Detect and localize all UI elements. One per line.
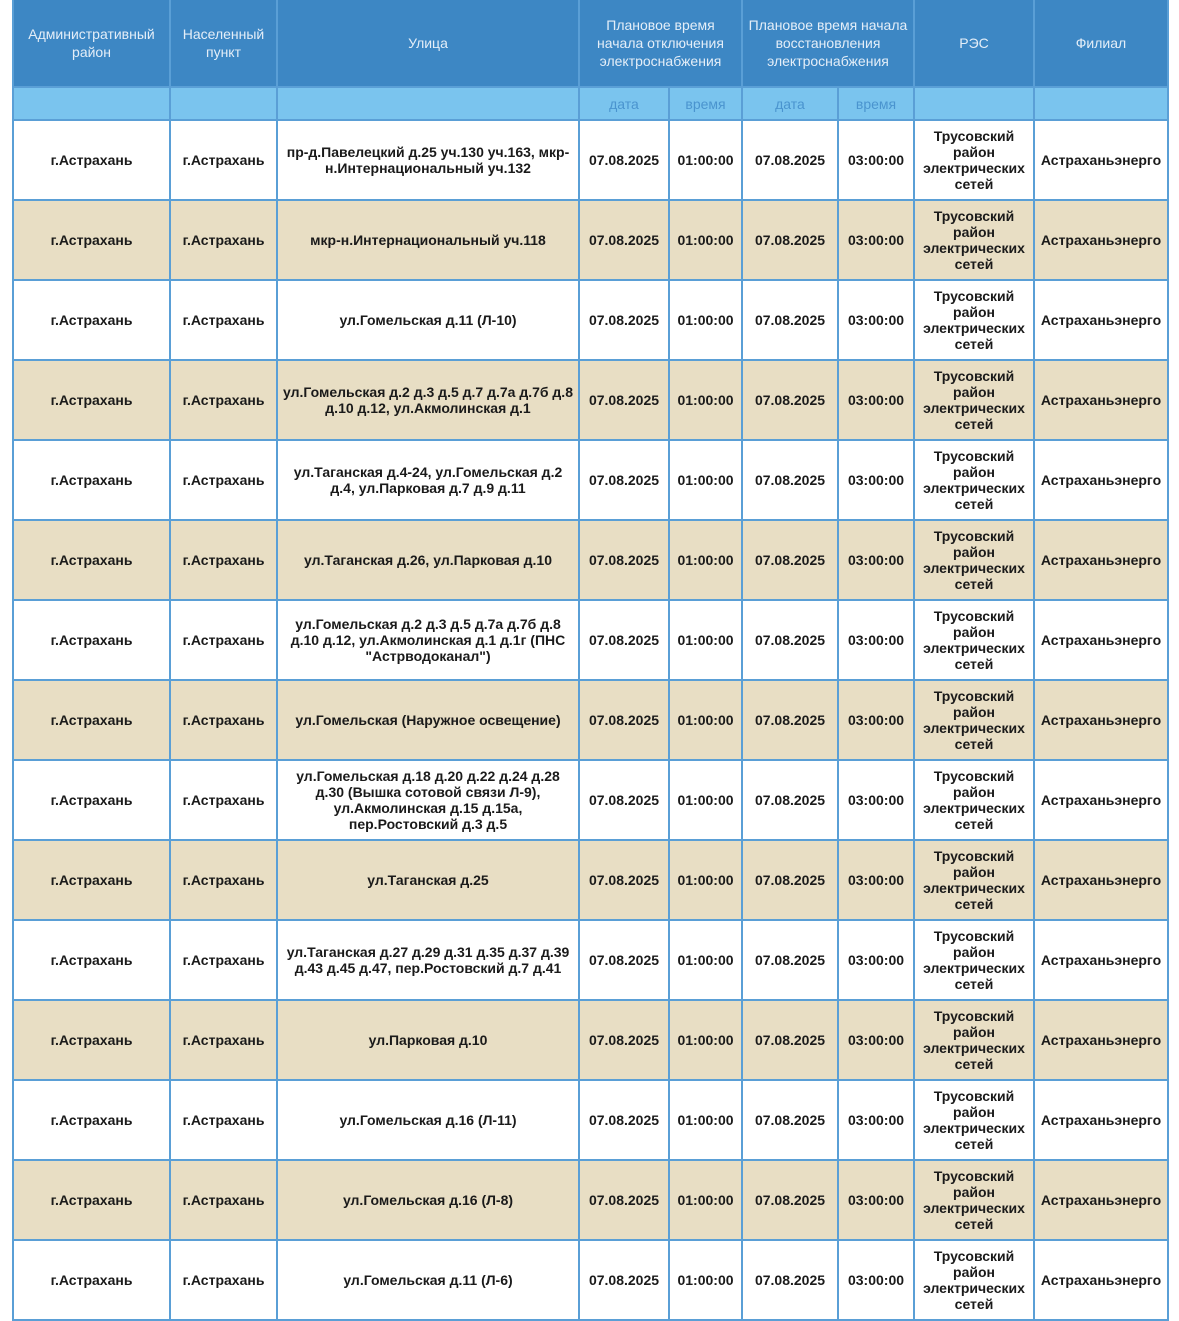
cell-district: г.Астрахань	[13, 280, 170, 360]
table-row	[13, 1000, 1168, 1080]
outage-table	[12, 0, 1169, 1321]
cell-off-time: 01:00:00	[669, 280, 742, 360]
cell-res: Трусовский район электрических сетей	[914, 920, 1034, 1000]
cell-on-date: 07.08.2025	[742, 440, 838, 520]
cell-locality: г.Астрахань	[170, 1080, 277, 1160]
cell-branch: Астраханьэнерго	[1034, 840, 1168, 920]
cell-res: Трусовский район электрических сетей	[914, 1080, 1034, 1160]
cell-res: Трусовский район электрических сетей	[914, 1160, 1034, 1240]
cell-res: Трусовский район электрических сетей	[914, 280, 1034, 360]
cell-off-date: 07.08.2025	[579, 520, 669, 600]
cell-off-date: 07.08.2025	[579, 920, 669, 1000]
cell-street: ул.Гомельская д.16 (Л-8)	[277, 1160, 579, 1240]
cell-branch: Астраханьэнерго	[1034, 600, 1168, 680]
cell-off-date: 07.08.2025	[579, 760, 669, 840]
cell-off-time: 01:00:00	[669, 440, 742, 520]
cell-district: г.Астрахань	[13, 440, 170, 520]
cell-branch: Астраханьэнерго	[1034, 760, 1168, 840]
subheader-on-date: дата	[742, 87, 838, 120]
cell-branch: Астраханьэнерго	[1034, 920, 1168, 1000]
cell-on-time: 03:00:00	[838, 440, 914, 520]
cell-street: ул.Гомельская д.2 д.3 д.5 д.7 д.7а д.7б д.8 д.10 д.12, ул.Акмолинская д.1	[277, 360, 579, 440]
table-row	[13, 840, 1168, 920]
cell-off-time: 01:00:00	[669, 200, 742, 280]
table-row	[13, 200, 1168, 280]
cell-branch: Астраханьэнерго	[1034, 280, 1168, 360]
cell-district: г.Астрахань	[13, 360, 170, 440]
cell-on-date: 07.08.2025	[742, 280, 838, 360]
cell-off-time: 01:00:00	[669, 600, 742, 680]
cell-locality: г.Астрахань	[170, 120, 277, 200]
cell-locality: г.Астрахань	[170, 840, 277, 920]
cell-res: Трусовский район электрических сетей	[914, 360, 1034, 440]
header-locality: Населенный пункт	[170, 0, 277, 87]
cell-off-date: 07.08.2025	[579, 1160, 669, 1240]
subheader-empty	[1034, 87, 1168, 120]
table-row	[13, 1160, 1168, 1240]
cell-off-date: 07.08.2025	[579, 1240, 669, 1320]
cell-on-date: 07.08.2025	[742, 1000, 838, 1080]
cell-off-time: 01:00:00	[669, 840, 742, 920]
cell-street: мкр-н.Интернациональный уч.118	[277, 200, 579, 280]
cell-off-time: 01:00:00	[669, 1000, 742, 1080]
subheader-empty	[170, 87, 277, 120]
cell-res: Трусовский район электрических сетей	[914, 200, 1034, 280]
cell-off-date: 07.08.2025	[579, 600, 669, 680]
cell-branch: Астраханьэнерго	[1034, 1240, 1168, 1320]
cell-street: ул.Таганская д.25	[277, 840, 579, 920]
cell-district: г.Астрахань	[13, 1160, 170, 1240]
cell-street: пр-д.Павелецкий д.25 уч.130 уч.163, мкр-н.Интернациональный уч.132	[277, 120, 579, 200]
header-off-time: Плановое время начала отключения электроснабжения	[579, 0, 742, 87]
cell-on-date: 07.08.2025	[742, 600, 838, 680]
header-street: Улица	[277, 0, 579, 87]
cell-on-date: 07.08.2025	[742, 200, 838, 280]
cell-res: Трусовский район электрических сетей	[914, 1240, 1034, 1320]
cell-on-date: 07.08.2025	[742, 1080, 838, 1160]
cell-on-time: 03:00:00	[838, 840, 914, 920]
subheader-off-date: дата	[579, 87, 669, 120]
cell-res: Трусовский район электрических сетей	[914, 680, 1034, 760]
cell-on-date: 07.08.2025	[742, 1160, 838, 1240]
cell-locality: г.Астрахань	[170, 520, 277, 600]
cell-branch: Астраханьэнерго	[1034, 440, 1168, 520]
cell-district: г.Астрахань	[13, 760, 170, 840]
cell-on-time: 03:00:00	[838, 200, 914, 280]
cell-locality: г.Астрахань	[170, 1240, 277, 1320]
cell-on-date: 07.08.2025	[742, 120, 838, 200]
cell-off-date: 07.08.2025	[579, 840, 669, 920]
cell-on-date: 07.08.2025	[742, 680, 838, 760]
cell-branch: Астраханьэнерго	[1034, 360, 1168, 440]
table-row	[13, 920, 1168, 1000]
cell-off-date: 07.08.2025	[579, 1000, 669, 1080]
cell-on-time: 03:00:00	[838, 760, 914, 840]
subheader-off-time: время	[669, 87, 742, 120]
table-row	[13, 440, 1168, 520]
subheader-empty	[13, 87, 170, 120]
cell-locality: г.Астрахань	[170, 1000, 277, 1080]
header-branch: Филиал	[1034, 0, 1168, 87]
cell-off-time: 01:00:00	[669, 1160, 742, 1240]
cell-branch: Астраханьэнерго	[1034, 520, 1168, 600]
cell-street: ул.Таганская д.26, ул.Парковая д.10	[277, 520, 579, 600]
cell-locality: г.Астрахань	[170, 200, 277, 280]
cell-branch: Астраханьэнерго	[1034, 1080, 1168, 1160]
cell-street: ул.Гомельская д.11 (Л-10)	[277, 280, 579, 360]
table-row	[13, 1080, 1168, 1160]
cell-district: г.Астрахань	[13, 120, 170, 200]
cell-off-date: 07.08.2025	[579, 200, 669, 280]
cell-on-time: 03:00:00	[838, 1240, 914, 1320]
cell-on-time: 03:00:00	[838, 680, 914, 760]
cell-locality: г.Астрахань	[170, 760, 277, 840]
cell-on-date: 07.08.2025	[742, 760, 838, 840]
cell-locality: г.Астрахань	[170, 920, 277, 1000]
cell-off-date: 07.08.2025	[579, 280, 669, 360]
cell-branch: Астраханьэнерго	[1034, 200, 1168, 280]
cell-street: ул.Гомельская (Наружное освещение)	[277, 680, 579, 760]
cell-res: Трусовский район электрических сетей	[914, 840, 1034, 920]
cell-district: г.Астрахань	[13, 600, 170, 680]
table-row	[13, 760, 1168, 840]
cell-on-time: 03:00:00	[838, 280, 914, 360]
cell-on-time: 03:00:00	[838, 120, 914, 200]
table-row	[13, 600, 1168, 680]
cell-off-time: 01:00:00	[669, 1240, 742, 1320]
header-restore-time: Плановое время начала восстановления электроснабжения	[742, 0, 914, 87]
cell-on-time: 03:00:00	[838, 360, 914, 440]
cell-on-time: 03:00:00	[838, 920, 914, 1000]
cell-off-date: 07.08.2025	[579, 440, 669, 520]
cell-street: ул.Гомельская д.18 д.20 д.22 д.24 д.28 д.30 (Вышка сотовой связи Л-9), ул.Акмолинская д.15 д.15а, пер.Ростовский д.3 д.5	[277, 760, 579, 840]
table-row	[13, 680, 1168, 760]
table-row	[13, 360, 1168, 440]
cell-street: ул.Таганская д.4-24, ул.Гомельская д.2 д.4, ул.Парковая д.7 д.9 д.11	[277, 440, 579, 520]
header-res: РЭС	[914, 0, 1034, 87]
header-district: Административный район	[13, 0, 170, 87]
cell-district: г.Астрахань	[13, 1000, 170, 1080]
cell-branch: Астраханьэнерго	[1034, 120, 1168, 200]
cell-branch: Астраханьэнерго	[1034, 1160, 1168, 1240]
cell-district: г.Астрахань	[13, 520, 170, 600]
cell-street: ул.Таганская д.27 д.29 д.31 д.35 д.37 д.39 д.43 д.45 д.47, пер.Ростовский д.7 д.41	[277, 920, 579, 1000]
cell-on-date: 07.08.2025	[742, 1240, 838, 1320]
cell-off-time: 01:00:00	[669, 760, 742, 840]
cell-locality: г.Астрахань	[170, 600, 277, 680]
cell-on-date: 07.08.2025	[742, 520, 838, 600]
cell-res: Трусовский район электрических сетей	[914, 600, 1034, 680]
cell-on-time: 03:00:00	[838, 1160, 914, 1240]
cell-on-date: 07.08.2025	[742, 360, 838, 440]
cell-off-date: 07.08.2025	[579, 360, 669, 440]
cell-off-time: 01:00:00	[669, 120, 742, 200]
cell-on-time: 03:00:00	[838, 600, 914, 680]
cell-branch: Астраханьэнерго	[1034, 680, 1168, 760]
cell-district: г.Астрахань	[13, 840, 170, 920]
cell-locality: г.Астрахань	[170, 440, 277, 520]
table-row	[13, 520, 1168, 600]
cell-on-time: 03:00:00	[838, 520, 914, 600]
cell-res: Трусовский район электрических сетей	[914, 760, 1034, 840]
cell-on-time: 03:00:00	[838, 1080, 914, 1160]
cell-street: ул.Гомельская д.11 (Л-6)	[277, 1240, 579, 1320]
cell-res: Трусовский район электрических сетей	[914, 1000, 1034, 1080]
cell-locality: г.Астрахань	[170, 360, 277, 440]
cell-res: Трусовский район электрических сетей	[914, 440, 1034, 520]
cell-locality: г.Астрахань	[170, 680, 277, 760]
table-row	[13, 1240, 1168, 1320]
cell-district: г.Астрахань	[13, 680, 170, 760]
cell-street: ул.Гомельская д.16 (Л-11)	[277, 1080, 579, 1160]
subheader-empty	[277, 87, 579, 120]
cell-off-date: 07.08.2025	[579, 120, 669, 200]
cell-street: ул.Парковая д.10	[277, 1000, 579, 1080]
cell-off-time: 01:00:00	[669, 360, 742, 440]
cell-off-time: 01:00:00	[669, 1080, 742, 1160]
cell-on-date: 07.08.2025	[742, 920, 838, 1000]
cell-off-time: 01:00:00	[669, 920, 742, 1000]
cell-off-time: 01:00:00	[669, 520, 742, 600]
cell-res: Трусовский район электрических сетей	[914, 120, 1034, 200]
table-row	[13, 280, 1168, 360]
cell-street: ул.Гомельская д.2 д.3 д.5 д.7а д.7б д.8 д.10 д.12, ул.Акмолинская д.1 д.1г (ПНС "Астрводоканал")	[277, 600, 579, 680]
cell-district: г.Астрахань	[13, 1240, 170, 1320]
cell-locality: г.Астрахань	[170, 280, 277, 360]
cell-branch: Астраханьэнерго	[1034, 1000, 1168, 1080]
cell-off-time: 01:00:00	[669, 680, 742, 760]
table-row	[13, 120, 1168, 200]
cell-res: Трусовский район электрических сетей	[914, 520, 1034, 600]
cell-district: г.Астрахань	[13, 1080, 170, 1160]
cell-district: г.Астрахань	[13, 920, 170, 1000]
cell-off-date: 07.08.2025	[579, 1080, 669, 1160]
cell-locality: г.Астрахань	[170, 1160, 277, 1240]
cell-off-date: 07.08.2025	[579, 680, 669, 760]
cell-district: г.Астрахань	[13, 200, 170, 280]
cell-on-time: 03:00:00	[838, 1000, 914, 1080]
cell-on-date: 07.08.2025	[742, 840, 838, 920]
subheader-on-time: время	[838, 87, 914, 120]
subheader-empty	[914, 87, 1034, 120]
